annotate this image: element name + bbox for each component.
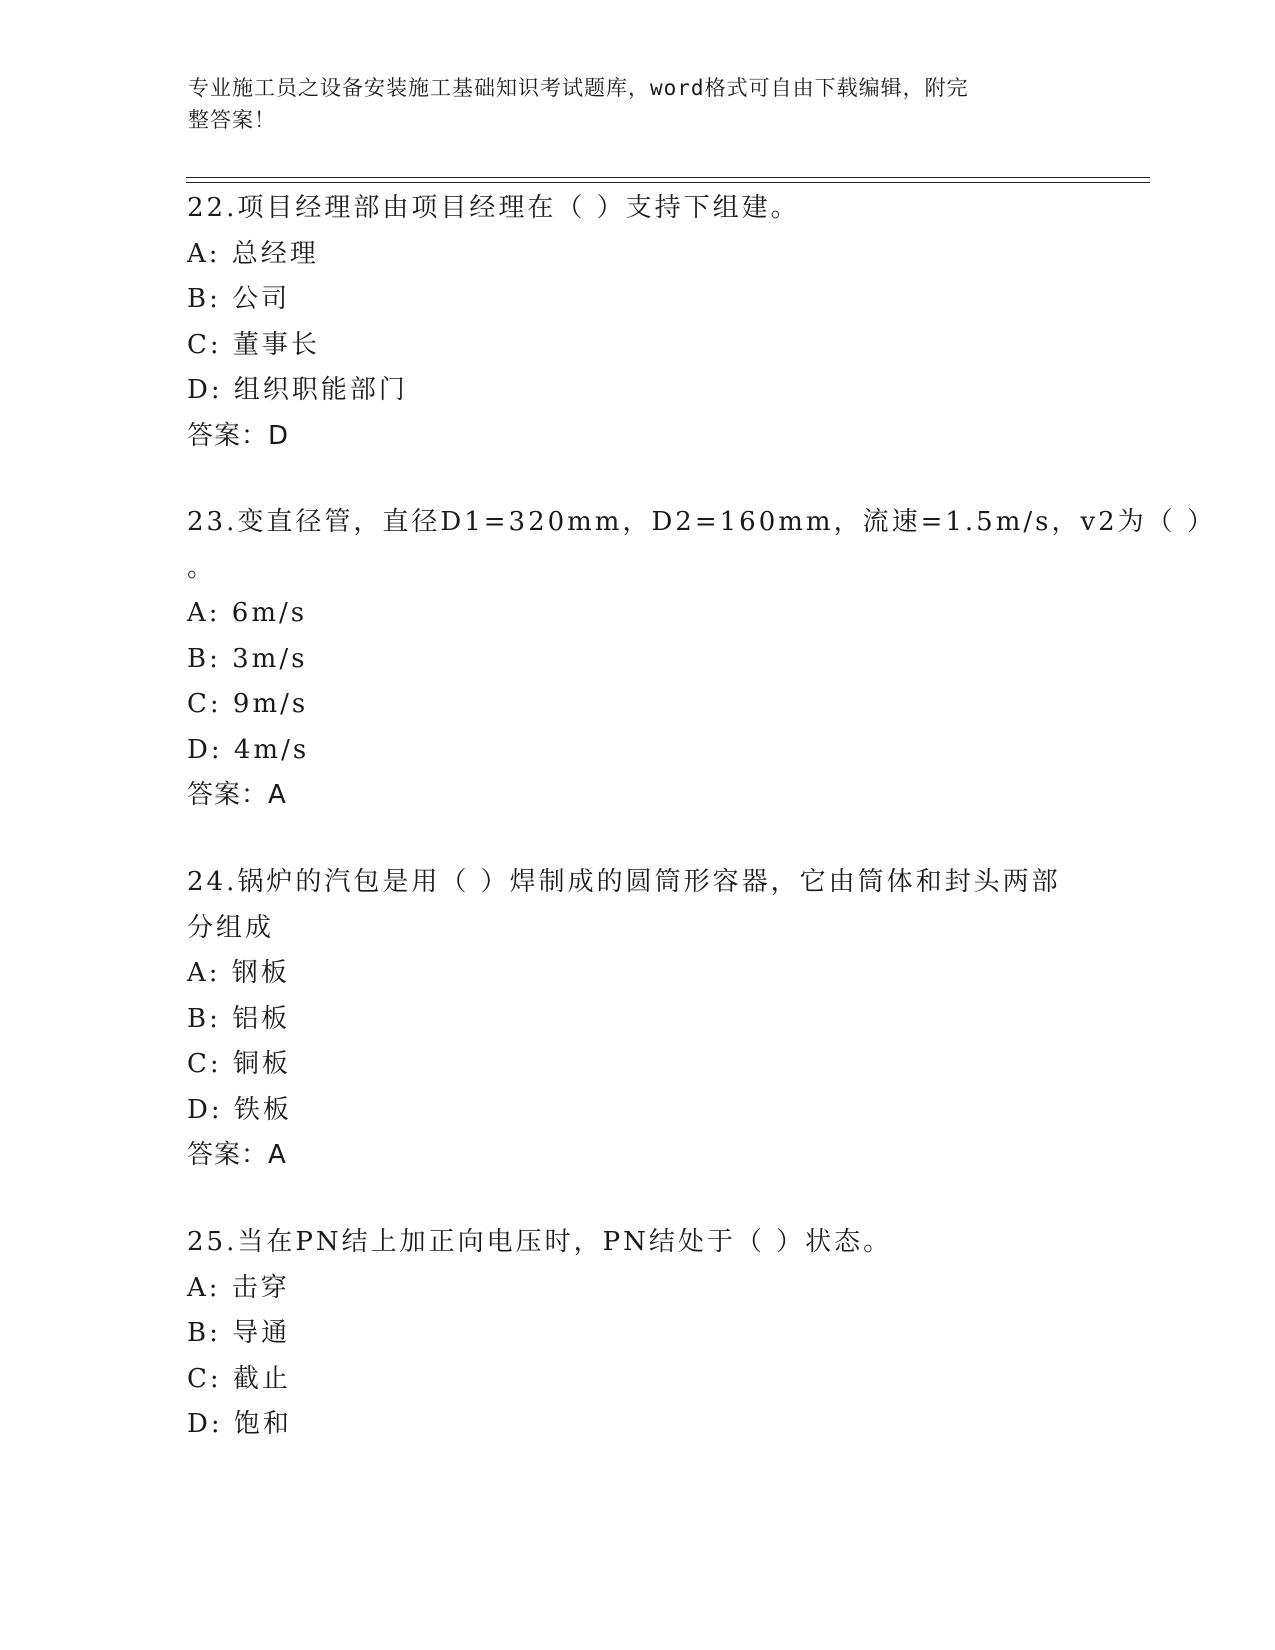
option-c: C: 9m/s (187, 689, 309, 719)
question-stem: 25.当在PN结上加正向电压时，PN结处于（ ）状态。 (187, 1227, 893, 1257)
option-a: A: 击穿 (187, 1272, 290, 1303)
question-stem: 23.变直径管，直径D1=320mm，D2=160mm，流速=1.5m/s，v2为（ ） (187, 507, 1216, 537)
option-a: A: 总经理 (187, 238, 319, 269)
option-c: C: 董事长 (187, 329, 320, 360)
document-header (188, 72, 1068, 136)
option-d: D: 组织职能部门 (187, 375, 408, 405)
header-divider-top (186, 177, 1150, 178)
header-divider-bottom (186, 182, 1150, 183)
option-b: B: 公司 (187, 284, 291, 314)
option-b: B: 导通 (187, 1318, 291, 1348)
question-25 (187, 1220, 1067, 1448)
answer-line: 答案：D (187, 420, 290, 451)
question-24 (187, 860, 1067, 1179)
question-23 (187, 500, 1216, 819)
header-line-1: 专业施工员之设备安装施工基础知识考试题库，word格式可自由下载编辑，附完 (188, 76, 969, 100)
answer-line: 答案：A (187, 1140, 287, 1170)
option-d: D: 铁板 (187, 1094, 292, 1125)
option-b: B: 3m/s (187, 643, 308, 674)
question-stem-continued: 分组成 (187, 912, 275, 943)
answer-line: 答案：A (187, 780, 287, 810)
option-c: C: 铜板 (187, 1049, 291, 1079)
option-c: C: 截止 (187, 1363, 291, 1394)
option-a: A: 6m/s (187, 598, 308, 628)
option-b: B: 铝板 (187, 1003, 291, 1034)
option-a: A: 钢板 (187, 958, 290, 988)
question-stem: 24.锅炉的汽包是用（ ）焊制成的圆筒形容器，它由筒体和封头两部 (187, 867, 1061, 897)
question-stem: 22.项目经理部由项目经理在（ ）支持下组建。 (187, 193, 800, 223)
option-d: D: 4m/s (187, 734, 310, 765)
header-line-2: 整答案！ (188, 108, 276, 132)
question-stem-continued: 。 (187, 552, 217, 583)
option-d: D: 饱和 (187, 1409, 292, 1439)
question-22 (187, 186, 1067, 459)
